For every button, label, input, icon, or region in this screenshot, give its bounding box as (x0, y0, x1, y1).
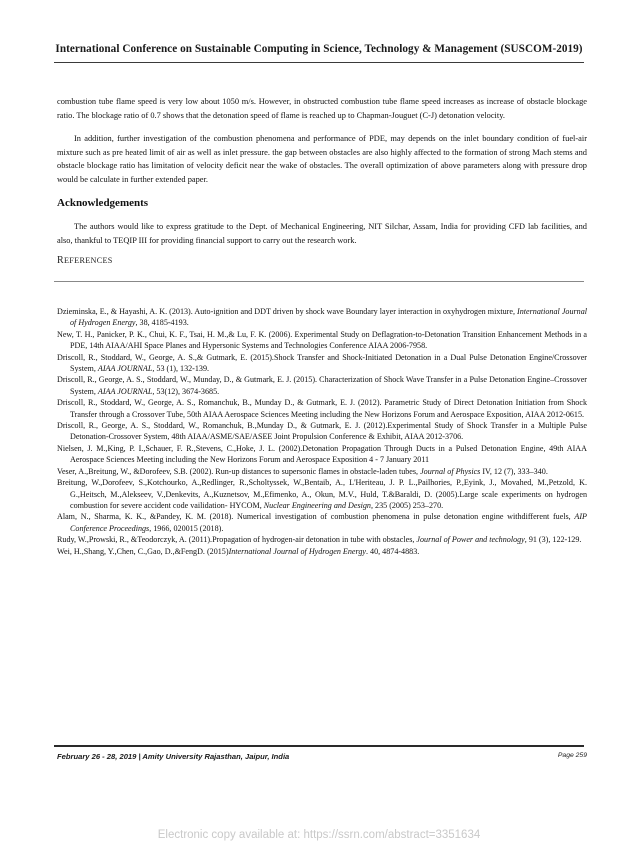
reference-item: Driscoll, R., Stoddard, W., George, A. S.,& Gutmark, E. (2015).Shock Transfer and Shock-Initiated Detonation in a Dual Pulse Detonation Engine/Crossover System, AIAA JOURNAL, 53 (1), 132-139. (57, 352, 587, 374)
reference-item: New, T. H., Panicker, P. K., Chui, K. F., Tsai, H. M.,& Lu, F. K. (2006). Experimental Study on Deflagration-to-Detonation Transition Enhancement Methods in a PDE, 14th AIAA/AHI Space Planes and Hypersonic Systems and Technologies Conference AIAA 2006-7958. (57, 329, 587, 351)
reference-item: Breitung, W.,Dorofeev, S.,Kotchourko, A.,Redlinger, R.,Scholtyssek, W.,Bentaib, A., L'Heriteau, J. P. L.,Pailhories, P.,Eyink, J., Movahed, M.,Petzold, K. G.,Heitsch, M.,Alekseev, V.,Denkevits, A.,Kuznetsov, M.,Efimenko, A., Okun, M.V., Huld, T.&Baraldi, D. (2005).Large scale experiments on hydrogen combustion for severe accident code vailidation- HYCOM, Nuclear Engineering and Design, 235 (2005) 253–270. (57, 478, 587, 510)
acknowledgements-heading: Acknowledgements (57, 197, 149, 209)
footer-rule (54, 745, 584, 747)
footer-text: February 26 - 28, 2019 | Amity University Rajasthan, Jaipur, India (57, 752, 290, 761)
conference-header: International Conference on Sustainable Computing in Science, Technology & Management (SUSCOM-2019) (55, 43, 583, 55)
references-heading-rest: EFERENCES (63, 256, 113, 265)
ssrn-watermark: Electronic copy available at: https://ssrn.com/abstract=3351634 (157, 829, 481, 841)
reference-item: Driscoll, R., George, A. S., Stoddard, W., Munday, D., & Gutmark, E. J. (2015). Characterization of Shock Wave Transfer in a Pulse Detonation Engine–Crossover System, AIAA JOURNAL, 53(12), 3674-3685. (57, 375, 587, 396)
references-heading (57, 255, 113, 266)
reference-list (57, 306, 587, 557)
reference-item: Driscoll, R., George, A. S., Stoddard, W., Romanchuk, B.,Munday D., & Gutmark, E. J. (2012).Experimental Study of Shock Transfer in a Multiple Pulse Detonation-Crossover System, 48th AIAA/ASME/SAE/ASEE Joint Propulsion Conference & Exhibit, AIAA 2012-3706. (57, 421, 587, 442)
body-paragraph-2: In addition, further investigation of the combustion phenomena and performance of PDE, may depends on the inlet boundary condition of fuel-air mixture such as pre heated limit of air as well as inlet pressure. the gap between obstacles are also highly affected to the formation of strong Mach stems and obstacle blockage ratio has limitation of velocity deficit near the wake of obstacles. The overall optimization of above parameters along with pressure drop would be calculate in further extended paper. (57, 134, 587, 184)
reference-item: Wei, H.,Shang, Y.,Chen, C.,Gao, D.,&FengD. (2015)International Journal of Hydrogen Energy. 40, 4874-4883. (57, 546, 420, 556)
reference-item: Alam, N., Sharma, K. K., &Pandey, K. M. (2018). Numerical investigation of combustion phenomena in pulse detonation engine withdifferent fuels, AIP Conference Proceedings, 1966, 020015 (2018). (57, 512, 587, 533)
reference-item: Driscoll, R., Stoddard, W., George, A. S., Romanchuk, B., Munday D., & Gutmark, E. J. (2012). Parametric Study of Direct Detonation Initiation from Shock Transfer through a Crossover Tube, 50th AIAA Aerospace Sciences Meeting including the New Horizons Forum and Aerospace Exposition, AIAA 2012-0615. (57, 398, 587, 419)
reference-item: Veser, A.,Breitung, W., &Dorofeev, S.B. (2002). Run-up distances to supersonic flames in obstacle-laden tubes, Journal of Physics IV, 12 (7), 333–340. (57, 466, 548, 476)
reference-item: Nielsen, J. M.,King, P. I.,Schauer, F. R.,Stevens, C.,Hoke, J. L. (2002).Detonation Propagation Through Ducts in a Pulsed Detonation Engine, 49th AIAA Aerospace Sciences Meeting including the New Horizons Forum and Aerospace Exposition 4 - 7 January 2011 (57, 443, 587, 465)
page-footer (57, 752, 587, 761)
reference-item: Dzieminska, E., & Hayashi, A. K. (2013). Auto-ignition and DDT driven by shock wave Boundary layer interaction in oxyhydrogen mixture, International Journal of Hydrogen Energy, 38, 4185-4193. (57, 307, 587, 328)
page-number: Page 259 (557, 752, 587, 759)
acknowledgements-text: The authors would like to express gratitude to the Dept. of Mechanical Engineering, NIT Silchar, Assam, India for providing CFD lab facilities, and also, thankful to TEQIP III for providing financial support to carry out the research work. (57, 222, 587, 245)
header-rule (54, 62, 584, 63)
reference-item: Rudy, W.,Prowski, R., &Teodorczyk, A. (2011).Propagation of hydrogen-air detonation in tube with obstacles, Journal of Power and technology, 91 (3), 122-129. (57, 535, 582, 545)
references-rule (54, 281, 584, 282)
body-paragraph-1: combustion tube flame speed is very low about 1050 m/s. However, in obstructed combustion tube flame speed increases as increase of obstacle blockage ratio. The blockage ratio of 0.7 shows that the detonation speed of flame is reached up to Chapman-Jouguet (C-J) detonation velocity. (57, 97, 587, 120)
references-heading-initial: R (57, 255, 64, 266)
